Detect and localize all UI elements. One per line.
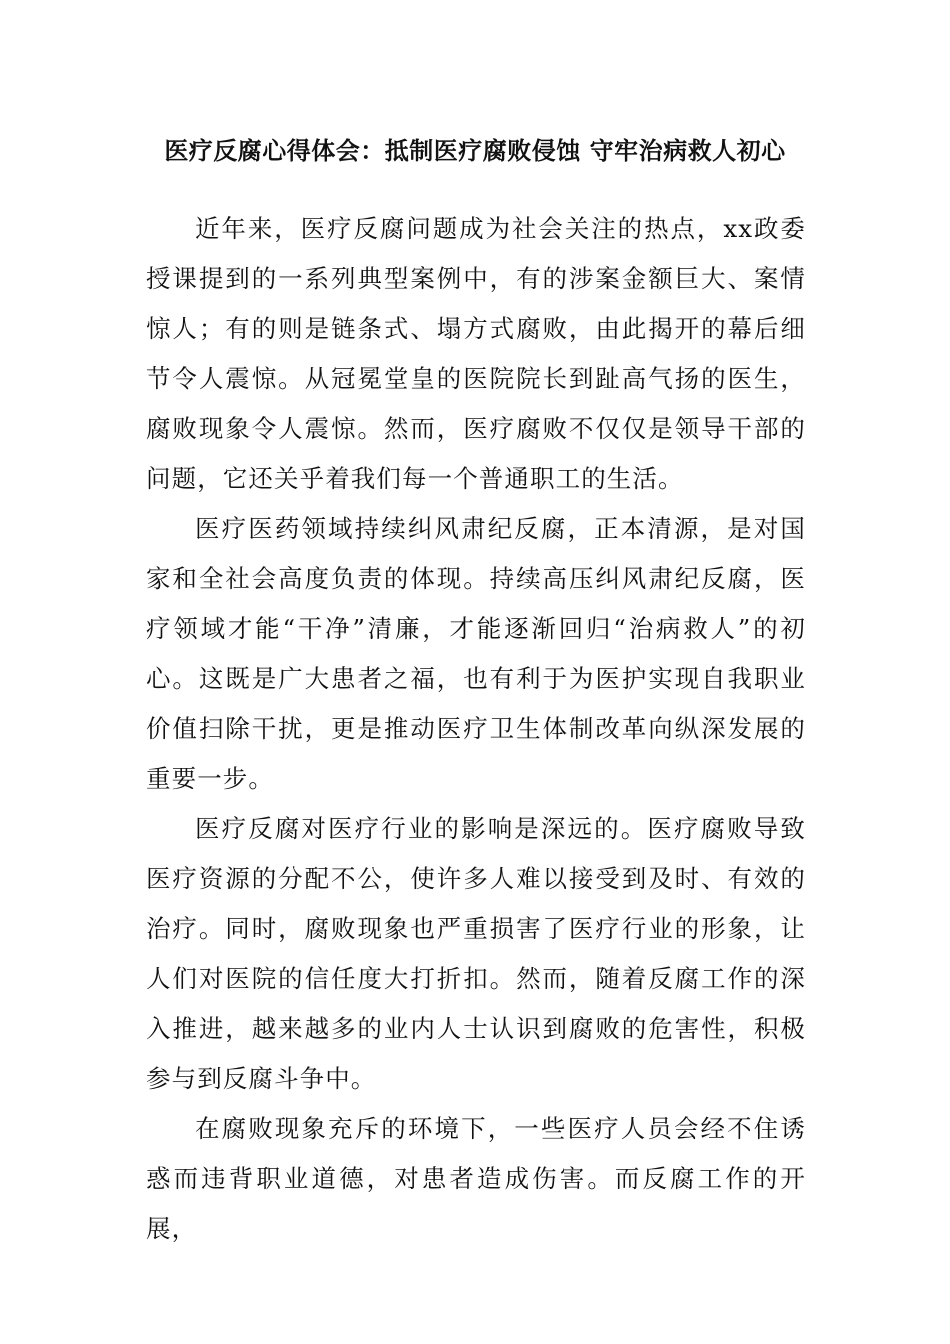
paragraph-2: 医疗医药领域持续纠风肃纪反腐，正本清源，是对国家和全社会高度负责的体现。持续高压纠风肃纪反腐，医疗领域才能“干净”清廉，才能逐渐回归“治病救人”的初心。这既是广大患者之福，也有利于为医护实现自我职业价值扫除干扰，更是推动医疗卫生体制改革向纵深发展的重要一步。	[146, 514, 806, 793]
document-title: 医疗反腐心得体会：抵制医疗腐败侵蚀 守牢治病救人初心	[164, 136, 786, 165]
paragraph-4: 在腐败现象充斥的环境下，一些医疗人员会经不住诱惑而违背职业道德，对患者造成伤害。而反腐工作的开展，	[146, 1114, 806, 1243]
paragraph-1: 近年来，医疗反腐问题成为社会关注的热点，xx政委授课提到的一系列典型案例中，有的涉案金额巨大、案情惊人；有的则是链条式、塌方式腐败，由此揭开的幕后细节令人震惊。从冠冕堂皇的医院院长到趾高气扬的医生，腐败现象令人震惊。然而，医疗腐败不仅仅是领导干部的问题，它还关乎着我们每一个普通职工的生活。	[146, 214, 806, 493]
paragraph-3: 医疗反腐对医疗行业的影响是深远的。医疗腐败导致医疗资源的分配不公，使许多人难以接受到及时、有效的治疗。同时，腐败现象也严重损害了医疗行业的形象，让人们对医院的信任度大打折扣。然而，随着反腐工作的深入推进，越来越多的业内人士认识到腐败的危害性，积极参与到反腐斗争中。	[146, 814, 806, 1093]
document-body	[146, 204, 806, 1254]
